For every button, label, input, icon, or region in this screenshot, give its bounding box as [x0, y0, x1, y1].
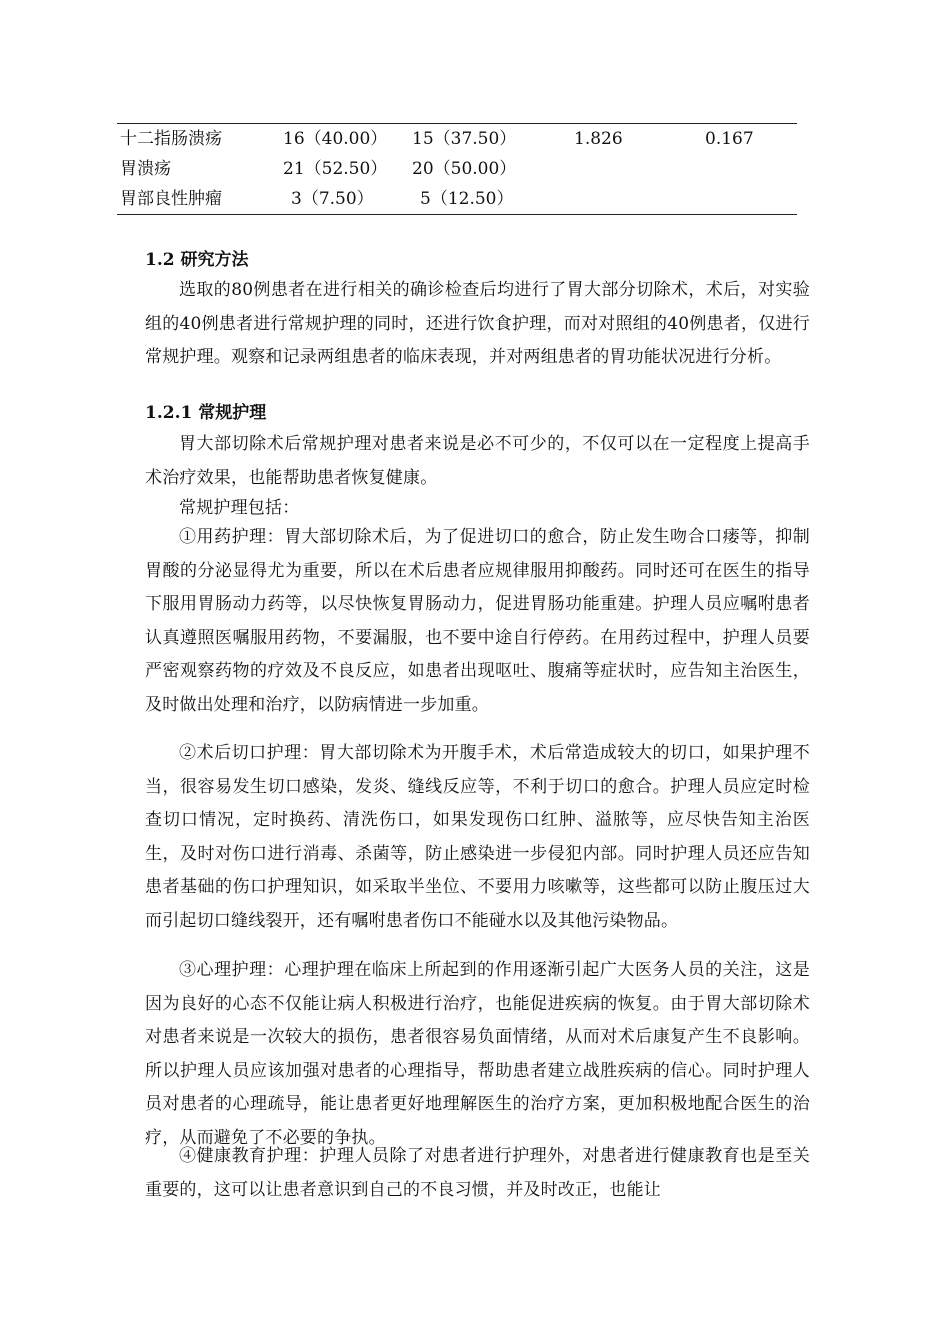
- section-heading-1-2: 1.2 研究方法: [145, 250, 249, 270]
- table-cell-statistic: 1.826: [574, 129, 623, 149]
- table-cell-experimental: 21（52.50）: [283, 159, 388, 179]
- table-cell-control: 20（50.00）: [412, 159, 517, 179]
- data-table: [117, 123, 797, 215]
- table-cell-control: 15（37.50）: [412, 129, 517, 149]
- paragraph-incision-care: ②术后切口护理：胃大部切除术为开腹手术，术后常造成较大的切口，如果护理不当，很容易发生切口感染，发炎、缝线反应等，不利于切口的愈合。护理人员应定时检查切口情况，定时换药、清洗伤口，如果发现伤口红肿、溢脓等，应尽快告知主治医生，及时对伤口进行消毒、杀菌等，防止感染进一步侵犯内部。同时护理人员还应告知患者基础的伤口护理知识，如采取半坐位、不要用力咳嗽等，这些都可以防止腹压过大而引起切口缝线裂开，还有嘱咐患者伤口不能碰水以及其他污染物品。: [145, 743, 810, 931]
- table-row: [117, 154, 797, 184]
- table-cell-label: 十二指肠溃疡: [120, 129, 222, 149]
- paragraph-health-education: ④健康教育护理：护理人员除了对患者进行护理外，对患者进行健康教育也是至关重要的，这可以让患者意识到自己的不良习惯，并及时改正，也能让: [145, 1146, 810, 1200]
- section-heading-1-2-1: 1.2.1 常规护理: [145, 403, 267, 423]
- table-cell-label: 胃部良性肿瘤: [120, 189, 222, 209]
- paragraph-routine-care-includes: 常规护理包括：: [179, 498, 300, 518]
- paragraph-research-method: 选取的80例患者在进行相关的确诊检查后均进行了胃大部分切除术，术后，对实验组的40例患者进行常规护理的同时，还进行饮食护理，而对对照组的40例患者，仅进行常规护理。观察和记录两组患者的临床表现，并对两组患者的胃功能状况进行分析。: [145, 280, 810, 367]
- table-row: [117, 124, 797, 154]
- table-cell-control: 5（12.50）: [420, 189, 514, 209]
- paragraph-medication-care: ①用药护理：胃大部切除术后，为了促进切口的愈合，防止发生吻合口瘘等，抑制胃酸的分泌显得尤为重要，所以在术后患者应规律服用抑酸药。同时还可在医生的指导下服用胃肠动力药等，以尽快恢复胃肠动力，促进胃肠功能重建。护理人员应嘱咐患者认真遵照医嘱服用药物，不要漏服，也不要中途自行停药。在用药过程中，护理人员要严密观察药物的疗效及不良反应，如患者出现呕吐、腹痛等症状时，应告知主治医生，及时做出处理和治疗，以防病情进一步加重。: [145, 527, 810, 715]
- table-cell-experimental: 16（40.00）: [283, 129, 388, 149]
- table-cell-p-value: 0.167: [705, 129, 754, 149]
- table-cell-label: 胃溃疡: [120, 159, 171, 179]
- paragraph-routine-care-intro: 胃大部切除术后常规护理对患者来说是必不可少的，不仅可以在一定程度上提高手术治疗效果，也能帮助患者恢复健康。: [145, 434, 810, 488]
- table-cell-experimental: 3（7.50）: [291, 189, 374, 209]
- table-row: [117, 184, 797, 214]
- paragraph-psychological-care: ③心理护理：心理护理在临床上所起到的作用逐渐引起广大医务人员的关注，这是因为良好的心态不仅能让病人积极进行治疗，也能促进疾病的恢复。由于胃大部切除术对患者来说是一次较大的损伤，患者很容易负面情绪，从而对术后康复产生不良影响。所以护理人员应该加强对患者的心理指导，帮助患者建立战胜疾病的信心。同时护理人员对患者的心理疏导，能让患者更好地理解医生的治疗方案，更加积极地配合医生的治疗，从而避免了不必要的争执。: [145, 960, 810, 1148]
